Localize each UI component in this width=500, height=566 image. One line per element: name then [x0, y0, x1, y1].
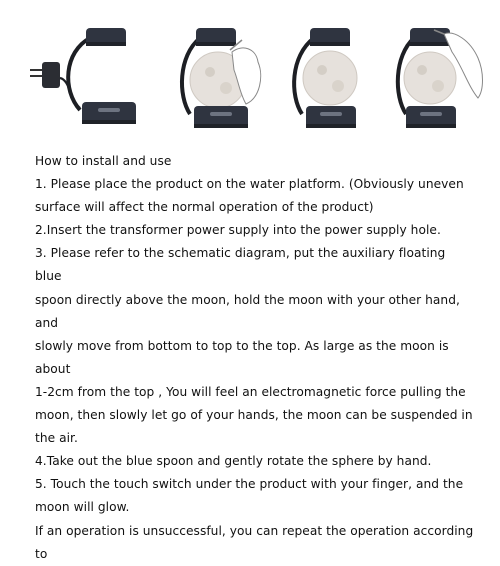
- instruction-line: If an operation is unsuccessful, you can repeat the operation according to: [35, 523, 474, 561]
- instruction-line: 1-2cm from the top , You will feel an electromagnetic force pulling the: [35, 384, 466, 399]
- panel-place-moon: [160, 0, 270, 150]
- instruction-line: 3. Please refer to the schematic diagram, put the auxiliary floating blue: [35, 246, 446, 284]
- levitation-lamp-icon: [398, 28, 456, 128]
- instruction-line: spoon directly above the moon, hold the moon with your other hand, and: [35, 292, 460, 330]
- instruction-line: moon will glow.: [35, 500, 130, 515]
- panel-power-adapter: [22, 0, 140, 150]
- panel-touch-switch: [388, 0, 493, 150]
- instruction-line: 1. Please place the product on the water platform. (Obviously uneven: [35, 177, 464, 192]
- levitation-lamp-icon: [294, 28, 357, 128]
- instruction-line: moon, then slowly let go of your hands, the moon can be suspended in: [35, 408, 473, 423]
- instruction-line: surface will affect the normal operation of the product): [35, 200, 374, 215]
- installation-illustration: [0, 0, 500, 150]
- instructions-heading: How to install and use: [35, 154, 172, 168]
- instructions-text: [35, 150, 475, 566]
- instruction-line: 2.Insert the transformer power supply into the power supply hole.: [35, 223, 441, 238]
- instruction-line: the air.: [35, 431, 78, 446]
- instruction-line: 5. Touch the touch switch under the product with your finger, and the: [35, 477, 464, 492]
- panel-moon-floating: [280, 0, 380, 150]
- instruction-line: 4.Take out the blue spoon and gently rotate the sphere by hand.: [35, 454, 432, 469]
- levitation-lamp-icon: [68, 28, 136, 124]
- instruction-line: slowly move from bottom to top to the top. As large as the moon is about: [35, 338, 449, 376]
